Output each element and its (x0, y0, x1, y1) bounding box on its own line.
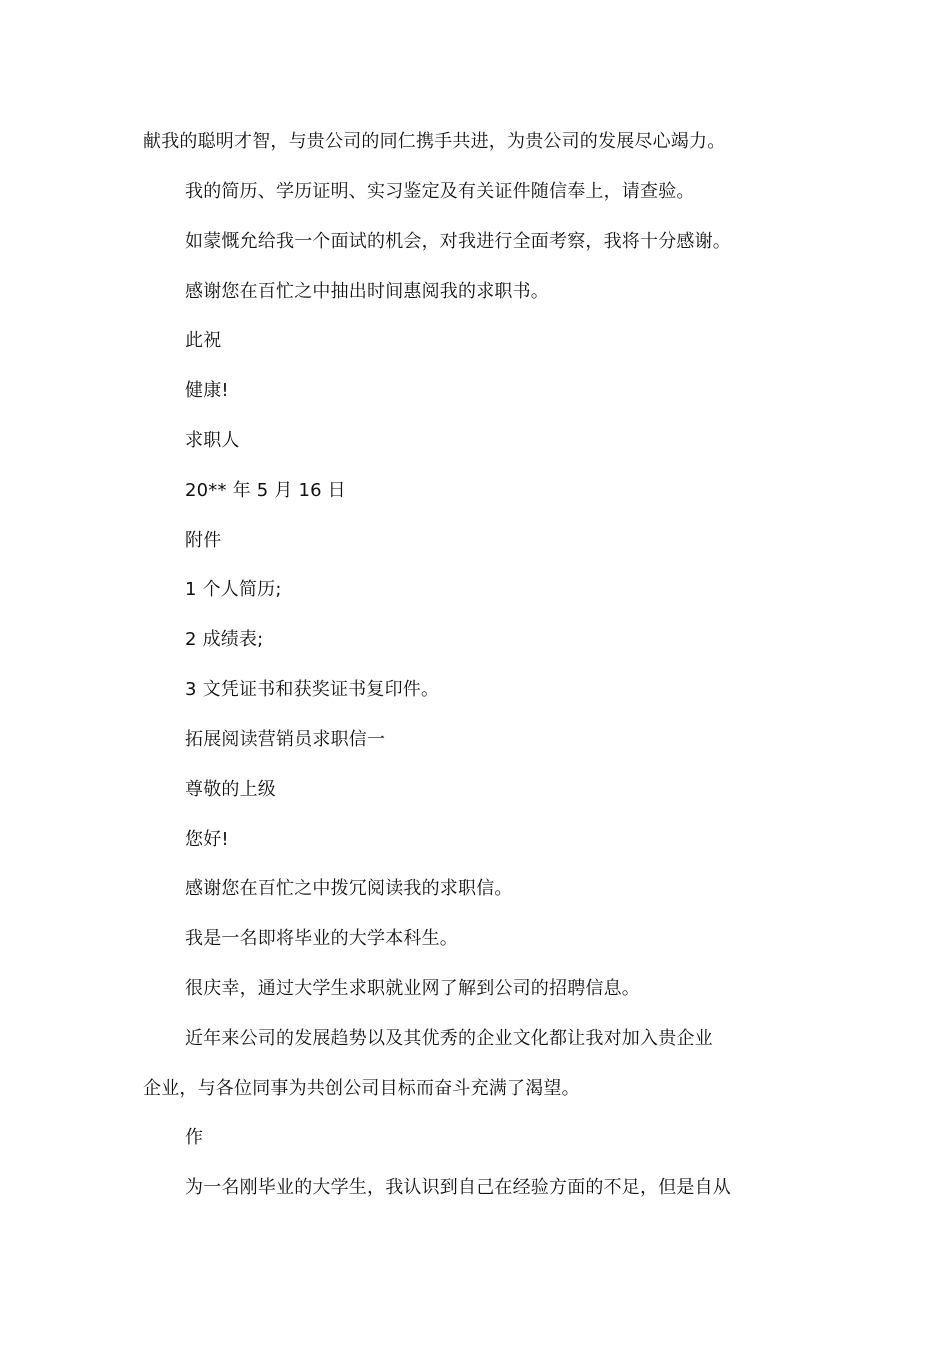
attachment-item: 3 文凭证书和获奖证书复印件。 (185, 679, 440, 700)
paragraph-line: 为一名刚毕业的大学生，我认识到自己在经验方面的不足，但是自从 (185, 1177, 731, 1198)
attachments-heading: 附件 (185, 530, 222, 551)
paragraph-line: 献我的聪明才智，与贵公司的同仁携手共进，为贵公司的发展尽心竭力。 (143, 131, 726, 152)
closing-salutation: 此祝 (185, 330, 222, 351)
paragraph-line: 我的简历、学历证明、实习鉴定及有关证件随信奉上，请查验。 (185, 181, 695, 202)
closing-wish: 健康! (185, 380, 229, 401)
paragraph-line: 近年来公司的发展趋势以及其优秀的企业文化都让我对加入贵企业 (185, 1028, 713, 1049)
paragraph-line: 我是一名即将毕业的大学本科生。 (185, 928, 458, 949)
paragraph-line: 感谢您在百忙之中拨冗阅读我的求职信。 (185, 878, 513, 899)
paragraph-line: 企业，与各位同事为共创公司目标而奋斗充满了渴望。 (143, 1078, 580, 1099)
section-title: 拓展阅读营销员求职信一 (185, 729, 386, 750)
letter-date: 20** 年 5 月 16 日 (185, 480, 346, 501)
paragraph-line: 如蒙慨允给我一个面试的机会，对我进行全面考察，我将十分感谢。 (185, 231, 731, 252)
greeting: 您好! (185, 829, 229, 850)
paragraph-line: 很庆幸，通过大学生求职就业网了解到公司的招聘信息。 (185, 978, 640, 999)
paragraph-line: 感谢您在百忙之中抽出时间惠阅我的求职书。 (185, 281, 549, 302)
greeting-recipient: 尊敬的上级 (185, 779, 276, 800)
paragraph-line: 作 (185, 1127, 204, 1148)
signature-label: 求职人 (185, 430, 240, 451)
attachment-item: 2 成绩表; (185, 629, 264, 650)
attachment-item: 1 个人简历; (185, 579, 282, 600)
